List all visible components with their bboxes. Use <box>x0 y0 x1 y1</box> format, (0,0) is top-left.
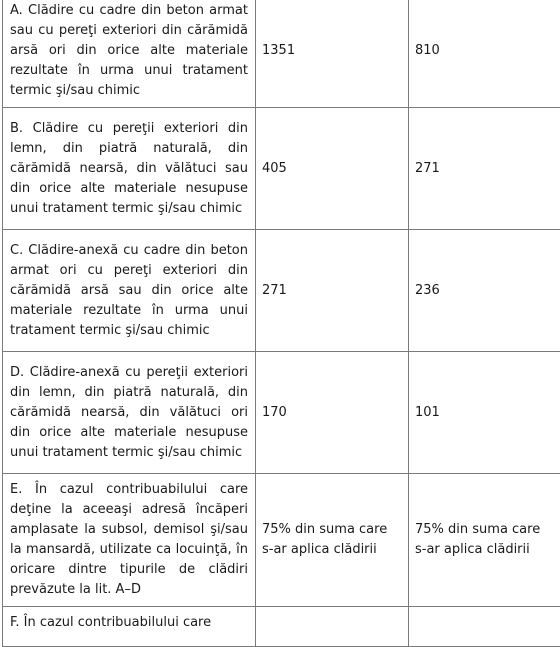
building-tax-table <box>2 0 560 647</box>
row-description: F. În cazul contribuabilului care <box>3 607 256 647</box>
table-row <box>3 607 560 647</box>
row-description: A. Clădire cu cadre din beton armat sau cu pereţi exteriori din cărămidă arsă ori din orice alte materiale rezultate în urma unui tratament termic şi/sau chimic <box>3 0 256 108</box>
row-value-1: 1351 <box>256 0 409 108</box>
table-row <box>3 230 560 352</box>
row-value-1: 405 <box>256 108 409 230</box>
table-row <box>3 352 560 474</box>
row-description: C. Clădire-anexă cu cadre din beton armat ori cu pereţi exteriori din cărămidă arsă sau din orice alte materiale rezultate în urma unui tratament termic şi/sau chimic <box>3 230 256 352</box>
row-value-2: 75% din suma care s-ar aplica clădirii <box>409 474 560 607</box>
row-value-2: 101 <box>409 352 560 474</box>
row-description: E. În cazul contribuabilului care deţine la aceeaşi adresă încăperi amplasate la subsol, demisol şi/sau la mansardă, utilizate ca locuinţă, în oricare dintre tipurile de clădiri prevăzute la lit. A–D <box>3 474 256 607</box>
row-description: B. Clădire cu pereţii exteriori din lemn, din piatră naturală, din cărămidă nearsă, din vălătuci sau din orice alte materiale nesupuse unui tratament termic şi/sau chimic <box>3 108 256 230</box>
row-value-2: 810 <box>409 0 560 108</box>
row-description: D. Clădire-anexă cu pereţii exteriori din lemn, din piatră naturală, din cărămidă nearsă, din vălătuci ori din orice alte materiale nesupuse unui tratament termic şi/sau chimic <box>3 352 256 474</box>
table-row <box>3 474 560 607</box>
row-value-1: 170 <box>256 352 409 474</box>
row-value-2 <box>409 607 560 647</box>
table-row <box>3 108 560 230</box>
row-value-2: 271 <box>409 108 560 230</box>
table-row <box>3 0 560 108</box>
row-value-1 <box>256 607 409 647</box>
row-value-2: 236 <box>409 230 560 352</box>
row-value-1: 271 <box>256 230 409 352</box>
row-value-1: 75% din suma care s-ar aplica clădirii <box>256 474 409 607</box>
